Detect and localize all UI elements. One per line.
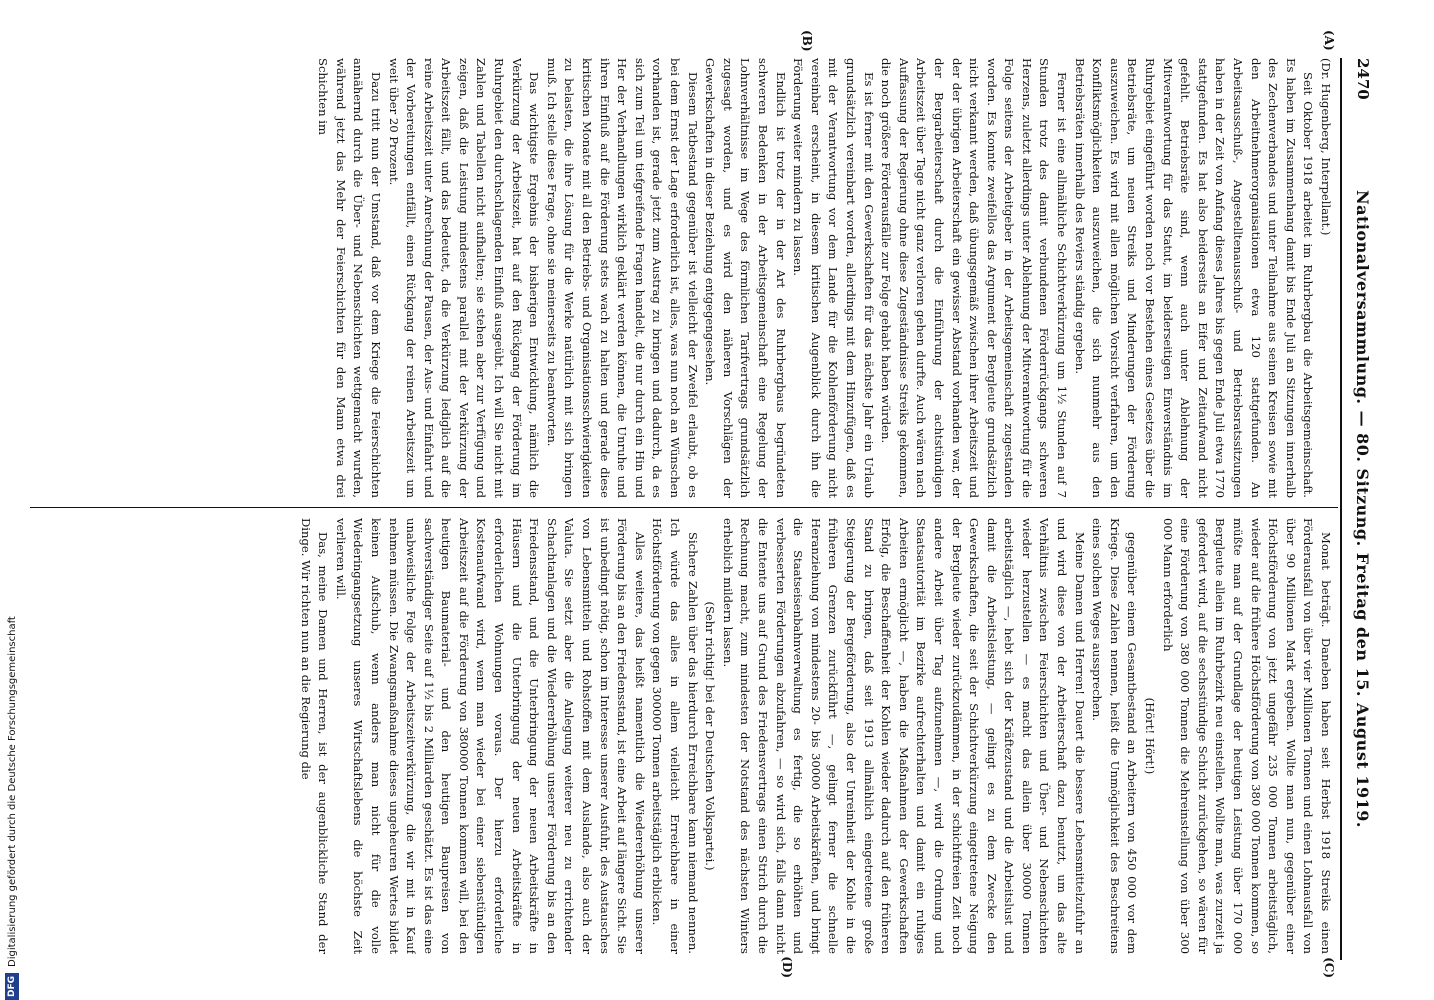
paragraph: Monat beträgt. Daneben haben seit Herbst 1918 Streiks einen Förderausfall von über vier Millionen Tonnen und einen Lohnausfall von über 90 Millionen Mark ergeben. Wollte man nun, gegenüber einer Höchstförderung von jetzt ungefähr 235 000 Tonnen arbeitstäglich, wieder auf die frühere Höchstförderung von 380 000 Tonnen kommen, so müßte man auf der Grundlage der heutigen Leistung über 170 000 Bergleute allein im Ruhrbezirk neu einstellen. Wollte man, was zurzeit ja gefordert wird, auf die sechsstündige Schicht zurückgehen, so wären für eine Förderung von 380 000 Tonnen die Mehreinstellung von über 300 000 Mann erforderlich [1160, 518, 1333, 954]
paragraph: Sichere Zahlen über das hierdurch Erreichbare kann niemand nennen. Ich würde das alles in allem vielleicht Erreichbare in einer Höchstförderung von gegen 300000 Tonnen arbeitstäglich erblicken. [650, 518, 700, 954]
paragraph: Ferner ist eine allmähliche Schichtverkürzung um 1½ Stunden auf 7 Stunden trotz des damit verbundenen Förderrückgangs schweren Herzens, zuletzt allerdings unter Ablehnung der Mitverantwortung für die Folge seitens der Arbeitgeber in der Arbeitsgemeinschaft zugestanden worden. Es konnte zweifellos das Argument der Bergleute grundsätzlich nicht verkannt werden, daß übungsgemäß zwischen ihrer Arbeitszeit und der der übrigen Arbeiterschaft ein gewisser Abstand vorhanden war, der der Bergarbeiterschaft durch die Einführung der achtstündigen Arbeitszeit über Tage nicht ganz verloren gehen durfte. Auch wären nach Auffassung der Regierung ohne diese Zugeständnisse Streiks gekommen, die noch größere Förderausfälle zur Folge gehabt haben würden. [879, 58, 1070, 498]
interjection: (Hört! Hört!) [1143, 697, 1158, 775]
margin-marker-d: (D) [780, 956, 794, 978]
right-text-column [36, 518, 1334, 954]
paragraph: Das wichtigste Ergebnis der bisherigen Entwicklung, nämlich die Verkürzung der Arbeitszeit, hat auf den Rückgang der Förderung im Ruhrgebiet den durchschlagenden Einfluß ausgeübt. Ich will Sie nicht mit Zahlen und Tabellen nicht aufhalten; sie stehen aber zur Verfügung und zeigen, daß die Leistung mindestens parallel mit der Verkürzung der Arbeitszeit fällt, und das bedeutet, da die Verkürzung lediglich auf die reine Arbeitszeit unter Anrechnung der Pausen, der Aus- und Einfahrt und der Vorbereitungen entfällt, einen Rückgang der reinen Arbeitszeit um weit über 20 Prozent. [386, 58, 542, 498]
paragraph: gegenüber einem Gesamtbestand an Arbeitern von 450 000 vor dem Kriege. Diese Zahlen nennen, heißt die Unmöglichkeit des Beschreitens eines solchen Weges aussprechen. [1090, 518, 1140, 954]
page-number: 2470 [1354, 58, 1372, 100]
column-divider [30, 507, 1338, 508]
paragraph: Dazu tritt nun der Umstand, daß vor dem Kriege die Feierschichten annähernd durch die Über- und Nebenschichten wettgemacht wurden, während jetzt das Mehr der Feierschichten für den Mann etwa drei Schichten im [316, 58, 383, 498]
paragraph: Alles weitere, das heißt namentlich die Wiedererhöhung unserer Förderung bis an den Friedensstand, ist eine Arbeit auf längere Sicht. Sie ist unbedingt nötig, schon im Interesse unserer Ausfuhr, des Austausches von Lebensmitteln und Rohstoffen mit dem Auslande, also auch der Valuta. Sie setzt aber die Anlegung weiterer neu zu errichtender Schachtanlagen und die Wiedererhöhung unserer Förderung bis an den Friedensstand, und die Unterbringung der neuen Arbeitskräfte in Häusern und die Unterbringung der neuen Arbeitskräfte in erforderlichen Wohnungen voraus. Der hierzu erforderliche Kostenaufwand wird, wenn man wieder bei einer siebenstündigen Arbeitszeit auf die Förderung von 380000 Tonnen kommen will, bei den heutigen Baumaterial- und den heutigen Baupreisen von sachverständiger Seite auf 1½ bis 2 Milliarden geschätzt. Es ist das eine unabweisliche Folge der Arbeitszeitverkürzung, die wir mit in Kauf nehmen müssen. Die Zwangsmaßnahme dieses ungeheuren Wertes bildet keinen Aufschub, wenn anders man nicht für die volle Wiederingangsetzung unseres Wirtschaftslebens die höchste Zeit verlieren will. [333, 518, 647, 954]
funding-note-text: Digitalisierung gefördert durch die Deutsche Forschungsgemeinschaft [7, 616, 18, 967]
paragraph: Seit Oktober 1918 arbeitet im Ruhrbergbau die Arbeitsgemeinschaft. Es haben im Zusammenhang damit bis Ende Juli an Sitzungen innerhalb des Zechenverbandes und unter Teilnahme aus seinen Kreisen sowie mit den Arbeitnehmerorganisationen etwa 120 stattgefunden. An Arbeitsausschuß-, Angestelltenausschuß- und Betriebsratssitzungen haben in der Zeit von Anfang dieses Jahres bis gegen Ende Juli etwa 1770 stattgefunden. Es hat also beiderseits an Eifer und Zeitaufwand nicht gefehlt. Betriebsräte sind, wenn auch unter Ablehnung der Mitverantwortung für das Statut, im beiderseitigen Einverständnis im Ruhrgebiet eingeführt worden noch vor Bestehen eines Gesetzes über die Betriebsräte, um neuen Streiks und Minderungen der Förderung auszuweichen. Es wird mit allen möglichen Vorsicht verfahren, um den Konfliktsmöglichkeiten auszuweichen, die sich nunmehr aus den Betriebsräten innerhalb des Reviers ständig ergeben. [1072, 58, 1316, 498]
paragraph: Es ist ferner mit den Gewerkschaften für das nächste Jahr ein Urlaub grundsätzlich vereinbart worden, allerdings mit dem Hinzufügen, daß es mit der Verantwortung vor dem Lande für die Kohlenförderung nicht vereinbar erscheint, in diesem kritischen Augenblick durch ihn die Förderung weiter mindern zu lassen. [791, 58, 876, 498]
interjection: (Sehr richtig! bei der Deutschen Volkspartei.) [703, 601, 718, 871]
speaker-line: (Dr. Hugenberg, Interpellant.) [1319, 58, 1333, 236]
margin-marker-c: (C) [1322, 957, 1336, 978]
header-rule [1340, 58, 1342, 960]
margin-marker-b: (B) [800, 30, 814, 52]
paragraph: Endlich ist trotz der in der Art des Ruhrbergbaus begründeten schweren Bedenken in der Arbeitsgemeinschaft eine Regelung der Lohnverhältnisse im Wege des förmlichen Tarifvertrags grundsätzlich zugesagt worden, und es wird den näheren Vorschlägen der Gewerkschaften in dieser Beziehung entgegengesehen. [703, 58, 788, 498]
page-header [1342, 58, 1372, 960]
paragraph: Das, meine Damen und Herren, ist der augenblickliche Stand der Dinge. Wir richten nun an die Regierung die [298, 518, 331, 954]
paragraph: Meine Damen und Herren! Dauert die bessere Lebensmittelzufuhr an und wird diese von der Arbeiterschaft dazu benutzt, um das alte Verhältnis zwischen Feierschichten und Über- und Nebenschichten wieder herzustellen — es macht das allein über 30000 Tonnen arbeitstäglich —, hebt sich der Kräftezustand und die Arbeitslust und damit die Arbeitsleistung, — gelingt es zu dem Zwecke den Gewerkschaften, die seit der Schichtverkürzung eingetretene Neigung der Bergleute wieder zurückzudämmen, in der schichtfreien Zeit noch andere Arbeit über Tag aufzunehmen —, wird die Ordnung und Staatsautorität im Bezirke aufrechterhalten und damit ein ruhiges Arbeiten ermöglicht —, haben die Maßnahmen der Gewerkschaften Erfolg, die Beschaffenheit der Kohlen wieder dadurch auf den früheren Stand zu bringen, daß seit 1913 allmählich eingetretene große Steigerung der Bergeförderung, also der Unreinheit der Kohle in die früheren Grenzen zurückführt —, gelingt ferner die schnelle Heranziehung von mindestens 20- bis 30000 Arbeitskräften, und bringt die Staatseisenbahnverwaltung es fertig, die so erhöhten und verbesserten Förderungen abzufahren, — so wird sich, falls dann nicht die Entente uns auf Grund des Friedensvertrags einen Strich durch die Rechnung macht, zum mindesten der Notstand des nächsten Winters erheblich mildern lassen. [720, 518, 1087, 954]
margin-marker-a: (A) [1322, 30, 1336, 51]
page-title: Nationalversammlung. — 80. Sitzung. Freitag den 15. August 1919. [1353, 190, 1372, 828]
left-text-column [36, 58, 1334, 498]
dfg-logo: DFG [5, 973, 19, 1000]
funding-note [2, 0, 24, 1000]
paragraph: Diesem Tatbestand gegenüber ist vielleicht der Zweifel erlaubt, ob es bei dem Ernst der Lage erforderlich ist, alles, was nun noch an Wünschen vorhanden ist, gerade jetzt zum Austrag zu bringen und dadurch, da es sich zum Teil um tiefgreifende Fragen handelt, die nur durch ein Hin und Her der Verhandlungen wirklich geklärt werden können, die Unruhe und ihren Einfluß auf die Förderung stets wach zu halten und gerade diese kritischen Monate mit all den Betriebs- und Organisationsschwierigkeiten zu belasten, die ihre Lösung für die Werke natürlich mit sich bringen muß. Ich stelle diese Frage, ohne sie meinerseits zu beantworten. [544, 58, 700, 498]
